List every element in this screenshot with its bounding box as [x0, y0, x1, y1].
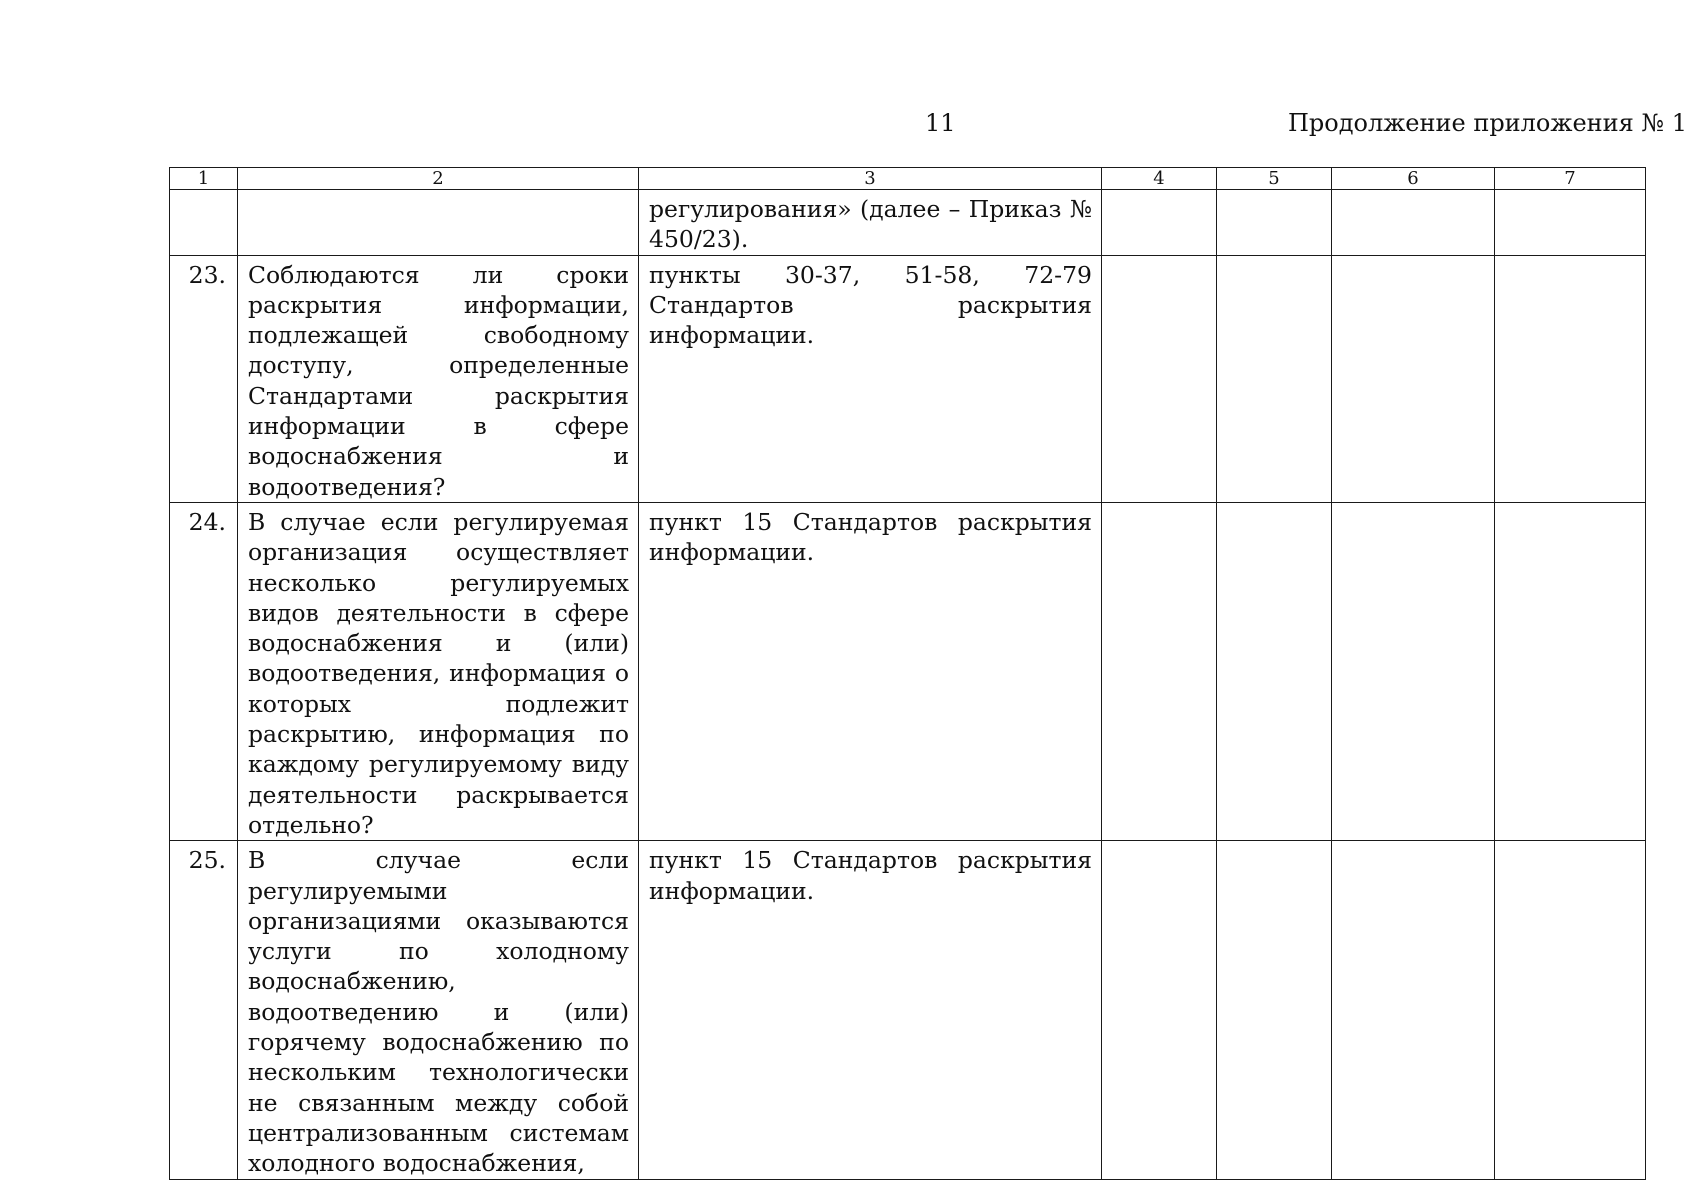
checklist-table — [169, 167, 1646, 1180]
answer-cell-col5 — [1217, 502, 1332, 840]
table-row — [170, 190, 1646, 256]
answer-cell-col4 — [1102, 255, 1217, 502]
column-header-7: 7 — [1495, 168, 1646, 190]
column-header-2: 2 — [238, 168, 639, 190]
answer-cell-col4 — [1102, 502, 1217, 840]
answer-cell-col7 — [1495, 255, 1646, 502]
row-number — [170, 190, 238, 256]
row-number: 25. — [170, 841, 238, 1179]
column-header-5: 5 — [1217, 168, 1332, 190]
answer-cell-col6 — [1332, 190, 1495, 256]
column-header-3: 3 — [639, 168, 1102, 190]
answer-cell-col7 — [1495, 502, 1646, 840]
column-header-1: 1 — [170, 168, 238, 190]
reference-cell: пункт 15 Стандартов раскрытия информации. — [639, 841, 1102, 1179]
table-row — [170, 841, 1646, 1179]
reference-cell: пункт 15 Стандартов раскрытия информации. — [639, 502, 1102, 840]
question-cell: В случае если регулируемыми организациями оказываются услуги по холодному водоснабжению, водоотведению и (или) горячему водоснабжению по нескольким технологически не связанным между собой централизованным системам холодного водоснабжения, — [238, 841, 639, 1179]
question-cell: В случае если регулируемая организация осуществляет несколько регулируемых видов деятельности в сфере водоснабжения и (или) водоотведения, информация о которых подлежит раскрытию, информация по каждому регулируемому виду деятельности раскрывается отдельно? — [238, 502, 639, 840]
answer-cell-col4 — [1102, 190, 1217, 256]
answer-cell-col4 — [1102, 841, 1217, 1179]
reference-cell: пункты 30-37, 51-58, 72-79 Стандартов раскрытия информации. — [639, 255, 1102, 502]
column-header-4: 4 — [1102, 168, 1217, 190]
answer-cell-col5 — [1217, 841, 1332, 1179]
answer-cell-col5 — [1217, 255, 1332, 502]
column-header-6: 6 — [1332, 168, 1495, 190]
reference-cell: регулирования» (далее – Приказ № 450/23). — [639, 190, 1102, 256]
question-cell: Соблюдаются ли сроки раскрытия информации, подлежащей свободному доступу, определенные Стандартами раскрытия информации в сфере водоснабжения и водоотведения? — [238, 255, 639, 502]
question-cell — [238, 190, 639, 256]
table-row — [170, 502, 1646, 840]
answer-cell-col6 — [1332, 841, 1495, 1179]
answer-cell-col7 — [1495, 190, 1646, 256]
appendix-continuation-title: Продолжение приложения № 1 — [1288, 109, 1688, 137]
page-number: 11 — [925, 109, 956, 137]
answer-cell-col6 — [1332, 502, 1495, 840]
row-number: 24. — [170, 502, 238, 840]
table-row — [170, 255, 1646, 502]
column-number-row — [170, 168, 1646, 190]
answer-cell-col6 — [1332, 255, 1495, 502]
answer-cell-col7 — [1495, 841, 1646, 1179]
row-number: 23. — [170, 255, 238, 502]
answer-cell-col5 — [1217, 190, 1332, 256]
